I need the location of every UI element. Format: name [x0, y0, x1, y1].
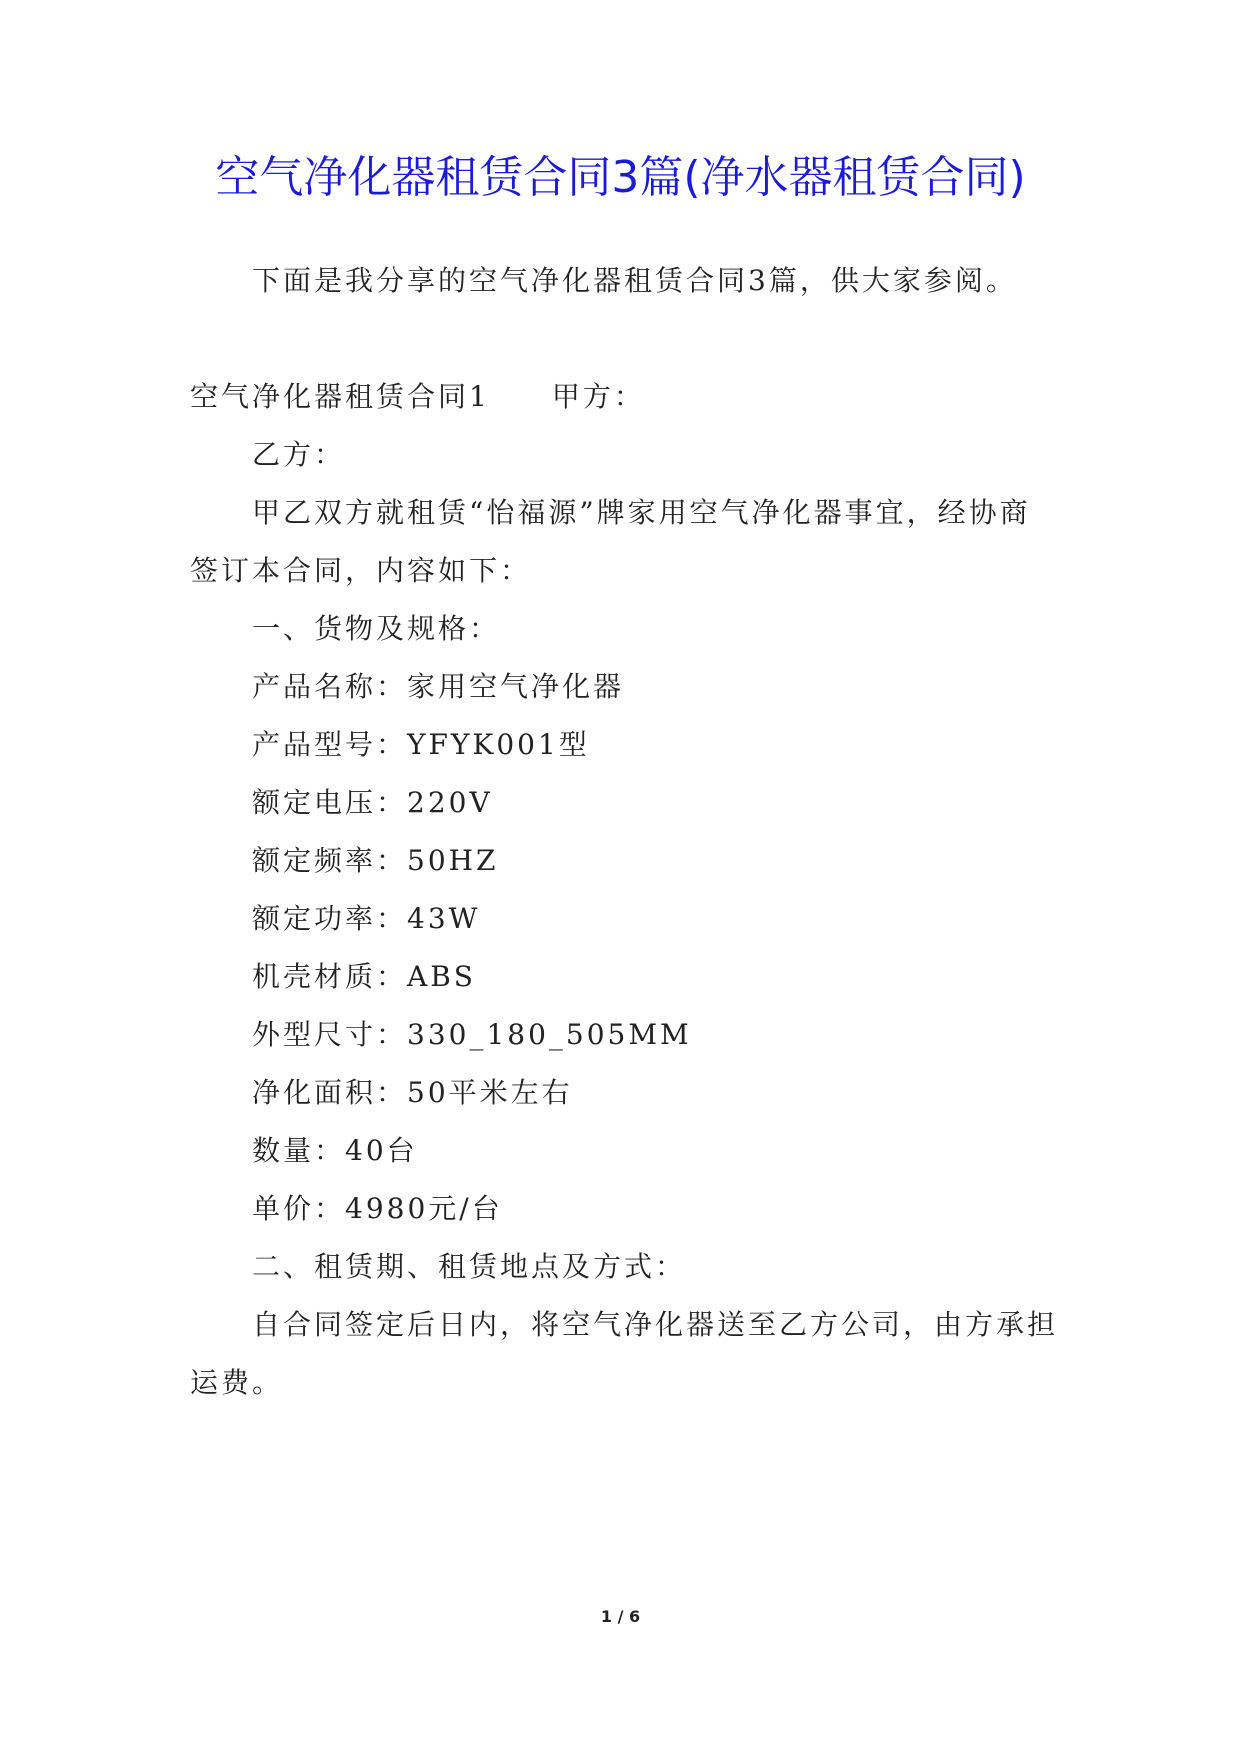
- party-b-label: 乙方：: [252, 438, 346, 471]
- preamble-line-2: 签订本合同，内容如下：: [190, 554, 532, 587]
- spec-frequency: 额定频率：50HZ: [252, 844, 499, 877]
- spec-quantity: 数量：40台: [252, 1134, 418, 1167]
- preamble-line-1: 甲乙双方就租赁“怡福源”牌家用空气净化器事宜，经协商: [252, 496, 1031, 529]
- intro-paragraph: 下面是我分享的空气净化器租赁合同3篇，供大家参阅。: [252, 264, 1017, 297]
- section1-title: 一、货物及规格：: [252, 612, 501, 645]
- spec-dimensions: 外型尺寸：330_180_505MM: [252, 1018, 692, 1051]
- spec-power: 额定功率：43W: [252, 902, 481, 935]
- spec-voltage: 额定电压：220V: [252, 786, 493, 819]
- section2-line-2: 运费。: [190, 1366, 284, 1399]
- section2-line-1: 自合同签定后日内，将空气净化器送至乙方公司，由方承担: [252, 1308, 1059, 1341]
- spec-model: 产品型号：YFYK001型: [252, 728, 590, 761]
- contract-heading: 空气净化器租赁合同1: [190, 380, 490, 413]
- spec-area: 净化面积：50平米左右: [252, 1076, 573, 1109]
- spec-material: 机壳材质：ABS: [252, 960, 476, 993]
- section2-title: 二、租赁期、租赁地点及方式：: [252, 1250, 687, 1283]
- party-a-label: 甲方：: [551, 380, 645, 413]
- spec-unit-price: 单价：4980元/台: [252, 1192, 503, 1225]
- contract-heading-line: [190, 377, 645, 417]
- document-title: 空气净化器租赁合同3篇(净水器租赁合同): [215, 152, 1026, 203]
- page-number: 1 / 6: [600, 1607, 641, 1626]
- spec-product-name: 产品名称：家用空气净化器: [252, 670, 625, 703]
